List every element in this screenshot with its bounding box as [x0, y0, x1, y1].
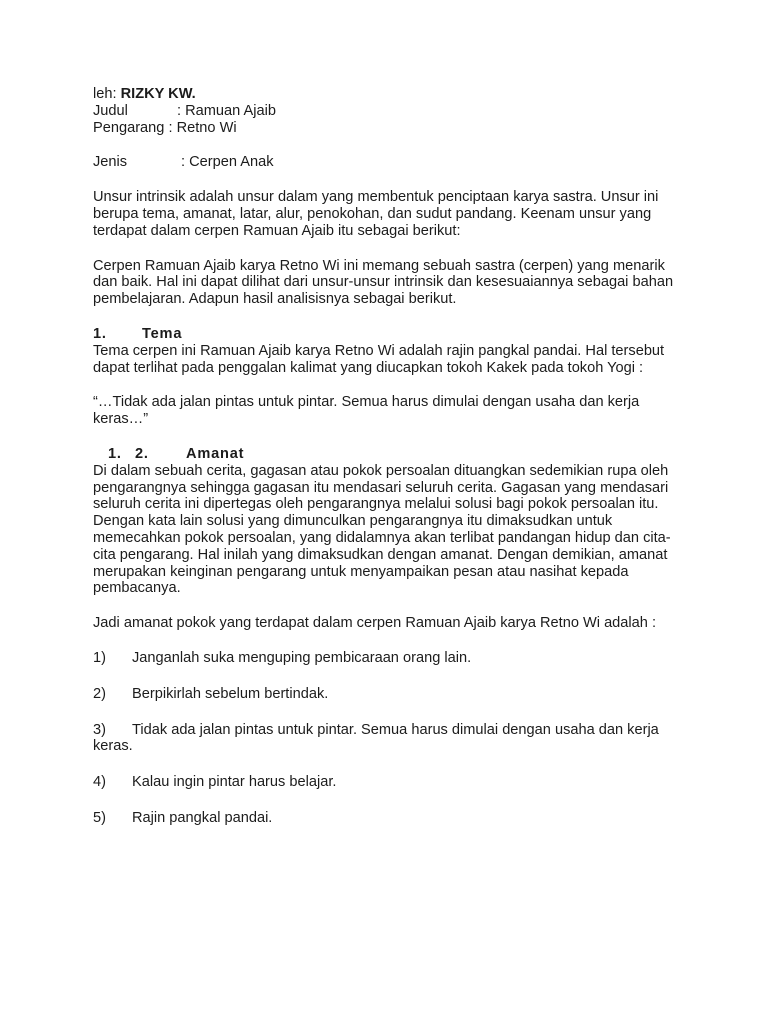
section-heading-tema [93, 326, 688, 343]
list-item-number: 3) [93, 721, 106, 738]
author-prefix: leh: [93, 86, 121, 102]
list-item-number: 1) [93, 649, 106, 666]
jenis-value: : Cerpen Anak [181, 154, 274, 171]
pengarang-row: Pengarang : Retno Wi [93, 119, 237, 136]
tema-body: Tema cerpen ini Ramuan Ajaib karya Retno Wi adalah rajin pangkal pandai. Hal tersebut dapat terlihat pada penggalan kalimat yang diucapkan tokoh Kakek pada tokoh Yogi : [93, 342, 665, 376]
list-item-number: 4) [93, 774, 106, 791]
author-line [93, 86, 688, 103]
section-heading-amanat [93, 446, 688, 463]
tema-quote: “…Tidak ada jalan pintas untuk pintar. Semua harus dimulai dengan usaha dan kerja keras…” [93, 394, 640, 428]
section-title: Amanat [186, 445, 245, 462]
author-name: RIZKY KW. [120, 86, 196, 102]
list-item-text: Berpikirlah sebelum bertindak. [132, 685, 329, 702]
list-item-text: Tidak ada jalan pintas untuk pintar. Semua harus dimulai dengan usaha dan kerja keras. [93, 721, 659, 755]
intro-paragraph: Cerpen Ramuan Ajaib karya Retno Wi ini memang sebuah sastra (cerpen) yang menarik dan baik. Hal ini dapat dilihat dari unsur-unsur intrinsik dan kesesuaiannya sebagai bahan pembelajaran. Adapun hasil analisisnya sebagai berikut. [93, 257, 674, 308]
judul-row [93, 103, 688, 120]
list-item-text: Janganlah suka menguping pembicaraan orang lain. [132, 649, 472, 666]
intro-paragraph: Unsur intrinsik adalah unsur dalam yang membentuk penciptaan karya sastra. Unsur ini berupa tema, amanat, latar, alur, penokohan, dan sudut pandang. Keenam unsur yang terdapat dalam cerpen Ramuan Ajaib itu sebagai berikut: [93, 189, 659, 239]
section-title: Tema [142, 325, 183, 342]
section-number-outer: 1. [108, 445, 122, 462]
list-item-text: Kalau ingin pintar harus belajar. [132, 774, 337, 791]
section-number: 1. [93, 325, 107, 342]
list-item [93, 650, 688, 667]
jenis-row [93, 154, 688, 171]
list-item [93, 686, 688, 703]
judul-label: Judul [93, 102, 128, 119]
list-item-number: 5) [93, 809, 106, 826]
amanat-summary: Jadi amanat pokok yang terdapat dalam cerpen Ramuan Ajaib karya Retno Wi adalah : [93, 615, 656, 632]
section-number-inner: 2. [135, 445, 149, 462]
list-item-number: 2) [93, 685, 106, 702]
judul-value: : Ramuan Ajaib [177, 102, 276, 119]
list-item [93, 722, 688, 756]
list-item [93, 774, 688, 791]
list-item [93, 810, 688, 827]
amanat-body: Di dalam sebuah cerita, gagasan atau pokok persoalan dituangkan sedemikian rupa oleh pengarangnya sehingga gagasan itu mendasari seluruh cerita. Gagasan yang mendasari seluruh cerita ini dipertegas oleh pengarangnya melalui solusi bagi pokok persoalan itu. Dengan kata lain solusi yang dimunculkan pengarangnya itu dimaksudkan untuk memecahkan pokok persoalan, yang didalamnya akan terlibat pandangan hidup dan cita-cita pengarang. Hal inilah yang dimaksudkan dengan amanat. Dengan demikian, amanat merupakan keinginan pengarang untuk menyampaikan pesan atau nasihat kepada pembacanya. [93, 462, 671, 597]
jenis-label: Jenis [93, 154, 128, 171]
list-item-text: Rajin pangkal pandai. [132, 809, 273, 826]
